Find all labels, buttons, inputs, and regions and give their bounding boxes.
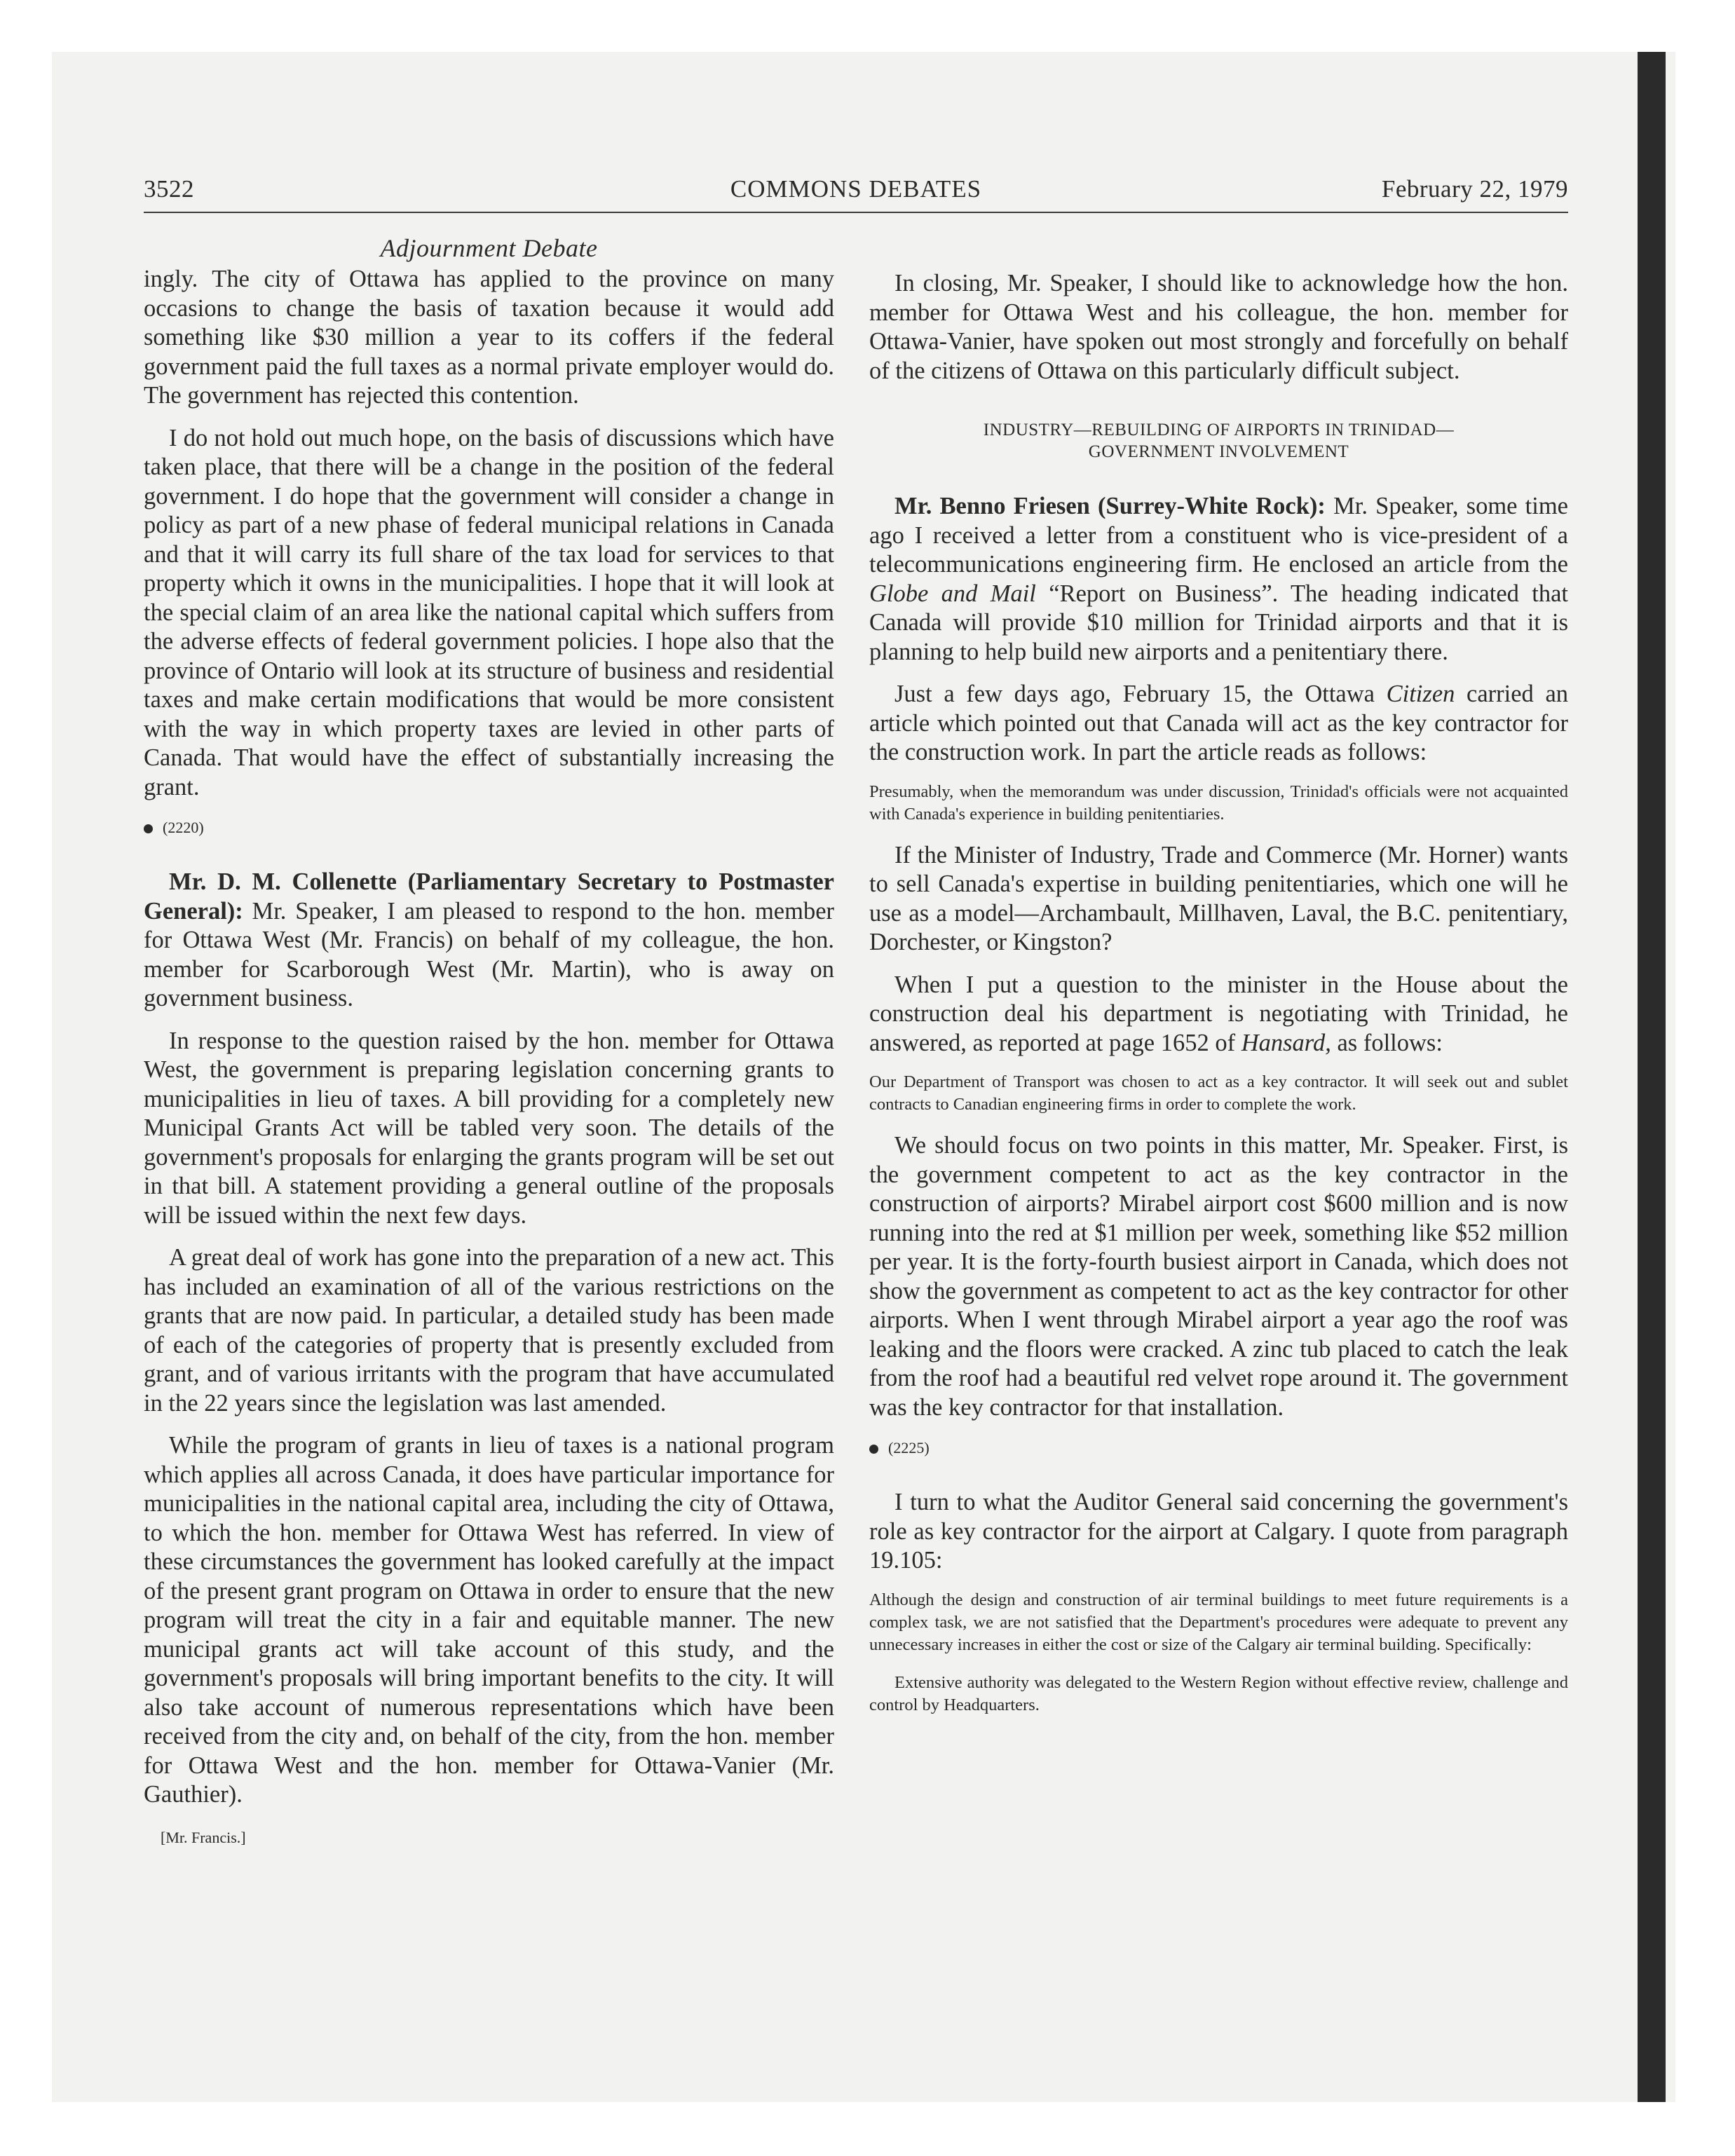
paragraph: A great deal of work has gone into the preparation of a new act. This has included an examination of all of the various restrictions on the grants that are now paid. In particular, a detailed study has been made of each of the categories of property that is presently excluded from grant, and of various irritants with the program that have accumulated in the 22 years since the legislation was last amended.: [144, 1244, 834, 1417]
page-binding-edge: [1638, 52, 1666, 2102]
bullet-dot-icon: [144, 824, 153, 833]
time-marker-label: (2225): [888, 1439, 930, 1456]
speaker-attribution: [Mr. Francis.]: [161, 1828, 246, 1846]
bullet-dot-icon: [869, 1445, 878, 1454]
paragraph-text: carried an article which pointed out that Canada will act as the key contractor for the construction work. In part the article reads as follows:: [869, 681, 1569, 765]
block-quote: Although the design and construction of air terminal buildings to meet future requirements is a complex task, we are not satisfied that the Department's procedures were adequate to prevent any unnecessary increases in either the cost or size of the Calgary air terminal building. Specifically:: [869, 1590, 1568, 1654]
time-marker: [144, 817, 834, 838]
left-column: [144, 231, 834, 1852]
paragraph-text: Just a few days ago, February 15, the Ottawa: [894, 681, 1375, 707]
right-column: [869, 269, 1568, 1732]
time-marker-label: (2220): [163, 819, 204, 836]
paragraph: While the program of grants in lieu of taxes is a national program which applies all across Canada, it does have particular importance for municipalities in the national capital area, including the city of Ottawa, to which the hon. member for Ottawa West has referred. In view of these circumstances the government has looked carefully at the impact of the present grant program on Ottawa in order to ensure that the new program will treat the city in a fair and equitable manner. The new municipal grants act will take account of this study, and the government's proposals will bring important benefits to the city. It will also take account of numerous representations which have been received from the city and, on behalf of the city, from the hon. member for Ottawa West and the hon. member for Ottawa-Vanier (Mr. Gauthier).: [144, 1432, 834, 1808]
speaker-name: Mr. Benno Friesen (Surrey-White Rock):: [894, 493, 1326, 519]
publication-name: Hansard,: [1241, 1029, 1331, 1056]
paragraph: [869, 492, 1568, 667]
page-header: [144, 175, 1568, 213]
paragraph: In closing, Mr. Speaker, I should like to acknowledge how the hon. member for Ottawa West and his colleague, the hon. member for Ottawa-Vanier, have spoken out most strongly and forcefully on behalf of the citizens of Ottawa on this particularly difficult subject.: [869, 270, 1568, 384]
debate-heading-line: GOVERNMENT INVOLVEMENT: [1088, 442, 1349, 461]
block-quote: Extensive authority was delegated to the Western Region without effective review, challenge and control by Headquarters.: [869, 1672, 1568, 1714]
paragraph-text: “Report on Business”. The heading indicated that Canada will provide $10 million for Trinidad airports and that it is planning to help build new airports and a penitentiary there.: [869, 580, 1568, 665]
paragraph: We should focus on two points in this matter, Mr. Speaker. First, is the government competent to act as the key contractor in the construction of airports? Mirabel airport cost $600 million and is now running into the red at $1 million per week, something like $52 million per year. It is the forty-fourth busiest airport in Canada, which does not show the government as competent to act as the key contractor for other airports. When I went through Mirabel airport a year ago the roof was leaking and the floors were cracked. A zinc tub placed to catch the leak from the roof had a beautiful red velvet rope around it. The government was the key contractor for that installation.: [869, 1132, 1568, 1421]
publication-title: COMMONS DEBATES: [730, 175, 982, 203]
page-number: 3522: [144, 175, 194, 203]
publication-name: Citizen: [1386, 681, 1455, 707]
paragraph: ingly. The city of Ottawa has applied to the province on many occasions to change the basis of taxation because it would add something like $30 million a year to its coffers if the federal government paid the full taxes as a normal private employer would do. The government has rejected this contention.: [144, 266, 834, 409]
block-quote: Presumably, when the memorandum was under discussion, Trinidad's officials were not acquainted with Canada's experience in building penitentiaries.: [869, 782, 1568, 824]
debate-heading: [890, 419, 1547, 463]
publication-name: Globe and Mail: [869, 580, 1036, 607]
block-quote: Our Department of Transport was chosen to act as a key contractor. It will seek out and sublet contracts to Canadian engineering firms in order to complete the work.: [869, 1072, 1568, 1114]
speaker-name: Mr. D. M. Collenette (Parliamentary Secretary to Postmaster General):: [144, 868, 834, 925]
paragraph: [144, 868, 834, 1014]
paragraph-text: Mr. Speaker, some time ago I received a letter from a constituent who is vice-president of a telecommunications engineering firm. He enclosed an article from the: [869, 493, 1568, 578]
issue-date: February 22, 1979: [1381, 175, 1568, 203]
section-label: Adjournment Debate: [380, 234, 598, 262]
paragraph: In response to the question raised by the hon. member for Ottawa West, the government is preparing legislation concerning grants to municipalities in lieu of taxes. A bill providing for a completely new Municipal Grants Act will be tabled very soon. The details of the government's proposals for enlarging the grants program will be set out in that bill. A statement providing a general outline of the proposals will be issued within the next few days.: [144, 1027, 834, 1229]
time-marker: [869, 1438, 1568, 1459]
paragraph: I turn to what the Auditor General said concerning the government's role as key contractor for the airport at Calgary. I quote from paragraph 19.105:: [869, 1489, 1568, 1574]
paragraph-text: Mr. Speaker, I am pleased to respond to the hon. member for Ottawa West (Mr. Francis) on behalf of my colleague, the hon. member for Scarborough West (Mr. Martin), who is away on government business.: [144, 897, 834, 1011]
paragraph: If the Minister of Industry, Trade and Commerce (Mr. Horner) wants to sell Canada's expertise in building penitentiaries, which one will he use as a model—Archambault, Millhaven, Laval, the B.C. penitentiary, Dorchester, or Kingston?: [869, 841, 1568, 955]
paragraph-text: as follows:: [1337, 1029, 1443, 1056]
paragraph-text: When I put a question to the minister in the House about the construction deal his department is negotiating with Trinidad, he answered, as reported at page 1652 of: [869, 971, 1568, 1056]
paragraph: [869, 680, 1568, 767]
paragraph: I do not hold out much hope, on the basis of discussions which have taken place, that there will be a change in the position of the federal government. I do hope that the government will consider a change in policy as part of a new phase of federal municipal relations in Canada and that it will carry its full share of the tax load for services to that property which it owns in the municipalities. I hope that it will look at the special claim of an area like the national capital which suffers from the adverse effects of federal government policies. I hope also that the province of Ontario will look at its structure of business and residential taxes and make certain modifications that would be more consistent with the way in which property taxes are levied in other parts of Canada. That would have the effect of substantially increasing the grant.: [144, 424, 834, 800]
paragraph: [869, 971, 1568, 1058]
debate-heading-line: INDUSTRY—REBUILDING OF AIRPORTS IN TRINIDAD—: [983, 421, 1455, 439]
